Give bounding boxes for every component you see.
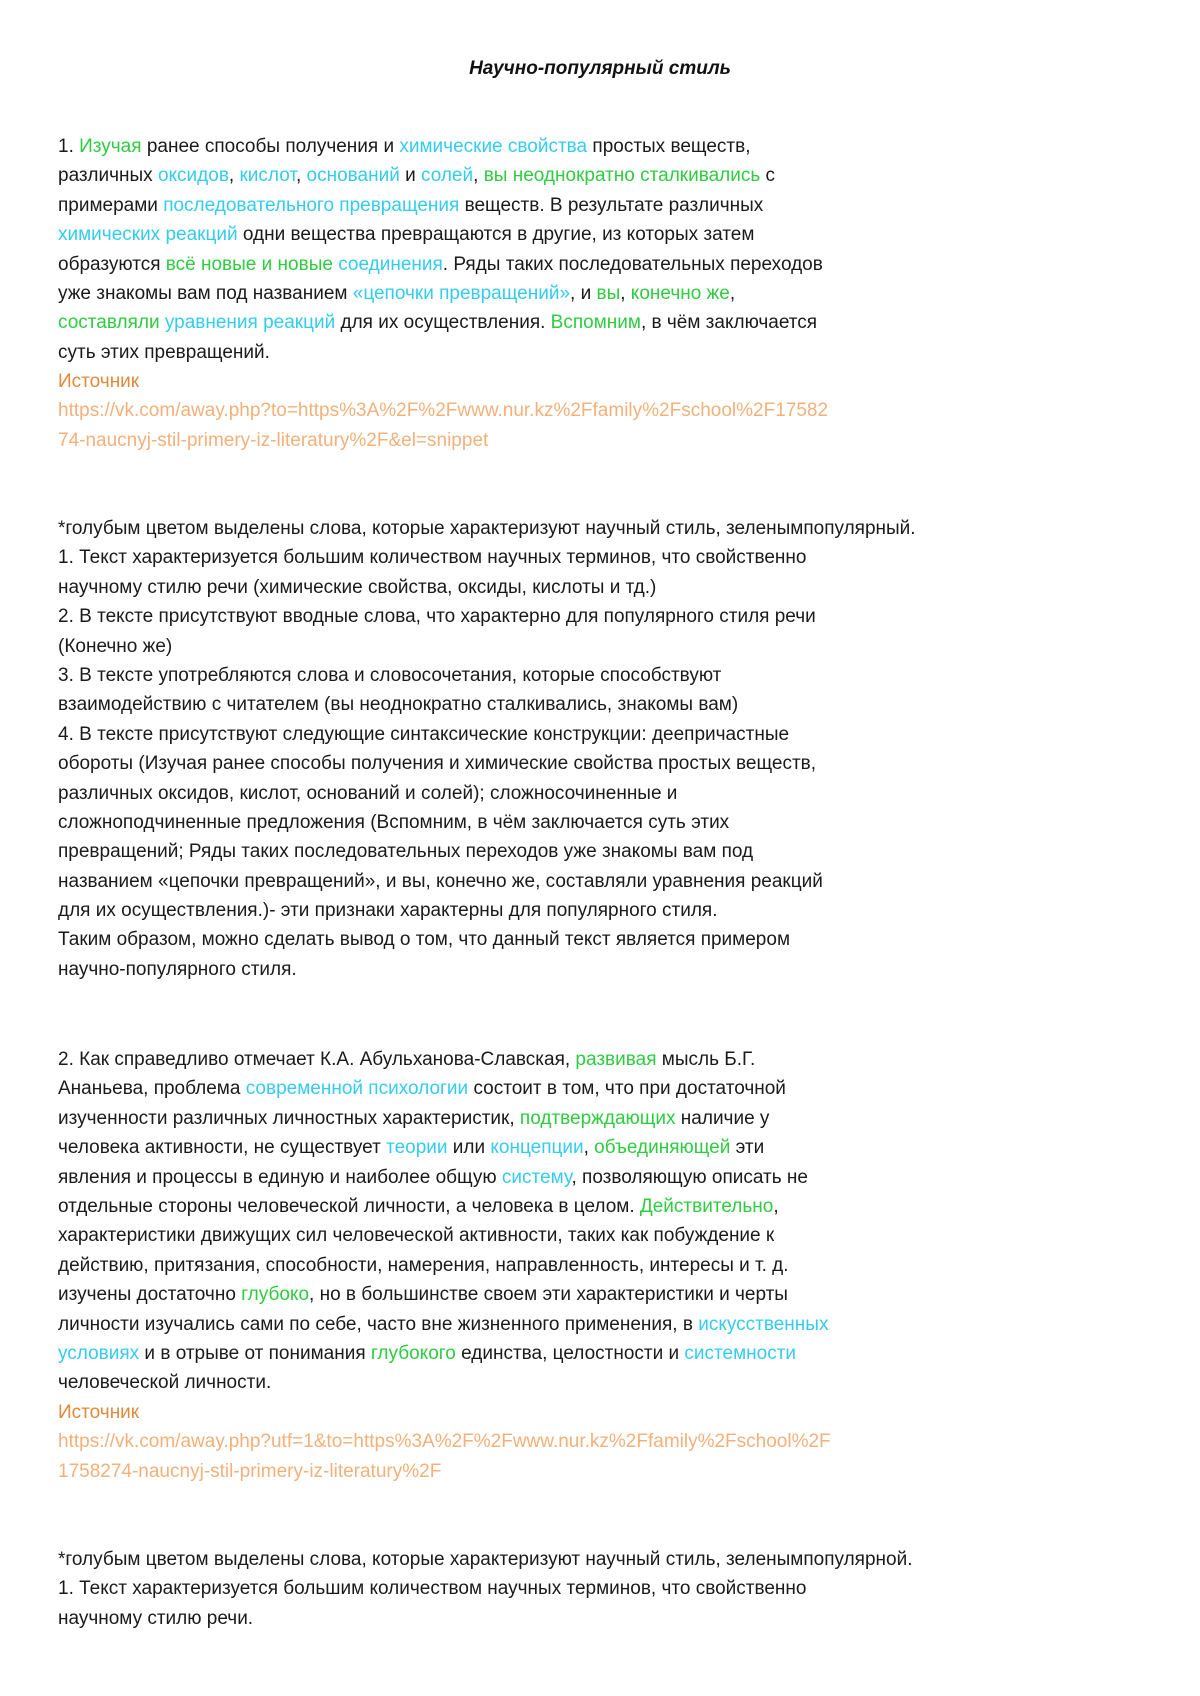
text-run: с (760, 165, 776, 187)
analysis-line: 3. В тексте употребляются слова и словосочетания, которые способствуют (58, 664, 722, 686)
source-url-line[interactable]: 1758274-naucnyj-stil-primery-iz-literatury%2F (58, 1460, 442, 1482)
text-run: для их осуществления. (335, 312, 551, 334)
scientific-term: условиях (58, 1342, 140, 1364)
paragraph-line (58, 279, 1158, 308)
section2-source (58, 1398, 1158, 1486)
analysis-line: научному стилю речи. (58, 1607, 254, 1629)
popular-term: Изучая (79, 136, 142, 157)
section2-paragraph (58, 1045, 1158, 1398)
text-run: отдельные стороны человеческой личности, а человека в целом. (58, 1195, 640, 1217)
text-run: , (473, 165, 484, 187)
analysis-line: Таким образом, можно сделать вывод о том, что данный текст является примером (58, 929, 791, 951)
source-url-line[interactable]: 74-naucnyj-stil-primery-iz-literatury%2F&el=snippet (58, 429, 489, 451)
text-run: , (773, 1195, 779, 1217)
source-url-line[interactable]: https://vk.com/away.php?to=https%3A%2F%2Fwww.nur.kz%2Ffamily%2Fschool%2F17582 (58, 400, 829, 422)
paragraph-line (58, 1339, 1158, 1368)
text-run: , (228, 165, 240, 187)
text-run: , (295, 165, 307, 187)
scientific-term: кислот (239, 165, 296, 187)
text-run: или (447, 1137, 491, 1159)
text-run: наличие у (675, 1107, 770, 1129)
popular-term: всё новые и новые (165, 253, 333, 275)
paragraph-line (58, 250, 1158, 279)
text-run: личности изучались сами по себе, часто вне жизненного применения, в (58, 1313, 699, 1335)
section1-analysis (58, 514, 1158, 984)
text-run: . Ряды таких последовательных переходов (442, 253, 823, 275)
scientific-term: оснований (306, 165, 400, 187)
text-run: простых веществ, (587, 136, 751, 157)
text-run: эти (730, 1137, 765, 1159)
analysis-line: 4. В тексте присутствуют следующие синтаксические конструкции: деепричастные (58, 723, 790, 745)
scientific-term: соединения (338, 253, 443, 275)
scientific-term: химических реакций (58, 224, 238, 246)
scientific-term: концепции (490, 1137, 584, 1159)
text-run: веществ. В результате различных (459, 194, 764, 216)
paragraph-line (58, 1251, 1158, 1280)
section1-paragraph (58, 132, 1158, 367)
paragraph-line (58, 1192, 1158, 1221)
text-run: ранее способы получения и (141, 136, 400, 157)
popular-term: глубоко (241, 1284, 310, 1306)
text-run: уже знакомы вам под названием (58, 282, 353, 304)
paragraph-line (58, 191, 1158, 220)
paragraph-line (58, 1163, 1158, 1192)
paragraph-line (58, 1074, 1158, 1103)
text-run: изученности различных личностных характеристик, (58, 1107, 520, 1129)
text-run: состоит в том, что при достаточной (468, 1078, 786, 1100)
paragraph-line (58, 338, 1158, 367)
scientific-term: оксидов (157, 165, 229, 187)
scientific-term: уравнения реакций (164, 312, 336, 334)
paragraph-line (58, 132, 1158, 161)
document-title: Научно-популярный стиль (469, 58, 731, 79)
text-run: , позволяющую описать не (571, 1166, 808, 1188)
text-run: изучены достаточно (58, 1284, 242, 1306)
analysis-line: *голубым цветом выделены слова, которые характеризуют научный стиль, зеленымпопулярный. (58, 518, 916, 539)
popular-term: подтверждающих (519, 1107, 676, 1129)
analysis-line: для их осуществления.)- эти признаки характерны для популярного стиля. (58, 900, 718, 922)
text-run: Ананьева, проблема (58, 1078, 246, 1100)
scientific-term: систему (501, 1166, 572, 1188)
popular-term: объединяющей (594, 1137, 731, 1159)
scientific-term: искусственных (698, 1313, 829, 1335)
text-run: и в отрыве от понимания (139, 1342, 371, 1364)
text-run: , (729, 282, 736, 304)
scientific-term: теории (386, 1137, 448, 1159)
section2-analysis (58, 1545, 1158, 1633)
paragraph-line (58, 1310, 1158, 1339)
analysis-line: превращений; Ряды таких последовательных переходов уже знакомы вам под (58, 841, 754, 863)
text-run: образуются (58, 253, 166, 275)
scientific-term: последовательного превращения (163, 194, 460, 216)
text-run: , в чём заключается (640, 312, 818, 334)
analysis-line: названием «цепочки превращений», и вы, конечно же, составляли уравнения реакций (58, 870, 823, 892)
popular-term: составляли (58, 312, 160, 334)
text-run: и (399, 165, 421, 187)
paragraph-line (58, 1368, 1158, 1397)
text-run: характеристики движущих сил человеческой активности, таких как побуждение к (58, 1225, 775, 1247)
text-run: 1. (58, 136, 80, 157)
text-run: примерами (58, 194, 164, 216)
text-run: мысль Б.Г. (656, 1049, 756, 1070)
text-run: суть этих превращений. (58, 341, 270, 363)
text-run: явления и процессы в единую и наиболее общую (58, 1166, 502, 1188)
analysis-line: 1. Текст характеризуется большим количеством научных терминов, что свойственно (58, 547, 807, 569)
scientific-term: современной психологии (245, 1078, 469, 1100)
scientific-term: «цепочки превращений» (352, 282, 571, 304)
popular-term: конечно же (630, 282, 730, 304)
scientific-term: солей (420, 165, 474, 187)
analysis-line: (Конечно же) (58, 635, 173, 657)
source-url-line[interactable]: https://vk.com/away.php?utf=1&to=https%3A%2F%2Fwww.nur.kz%2Ffamily%2Fschool%2F (58, 1431, 831, 1453)
paragraph-line (58, 1104, 1158, 1133)
popular-term: вы (596, 282, 621, 304)
paragraph-line (58, 220, 1158, 249)
popular-term: Действительно (639, 1195, 774, 1217)
text-run: единства, целостности и (455, 1342, 685, 1364)
section1-source (58, 367, 1158, 455)
scientific-term: химические свойства (399, 136, 588, 157)
paragraph-line (58, 1221, 1158, 1250)
analysis-line: обороты (Изучая ранее способы получения и химические свойства простых веществ, (58, 753, 817, 775)
analysis-line: 2. В тексте присутствуют вводные слова, что характерно для популярного стиля речи (58, 606, 816, 628)
analysis-line: научно-популярного стиля. (58, 958, 297, 980)
popular-term: глубокого (370, 1342, 456, 1364)
paragraph-line (58, 1280, 1158, 1309)
source-label: Источник (58, 1402, 140, 1423)
analysis-line: сложноподчиненные предложения (Вспомним, в чём заключается суть этих (58, 811, 730, 833)
text-run: различных (58, 165, 158, 187)
text-run: , и (570, 282, 597, 304)
paragraph-line (58, 308, 1158, 337)
scientific-term: системности (684, 1342, 797, 1364)
paragraph-line (58, 161, 1158, 190)
popular-term: развивая (575, 1049, 657, 1070)
text-run: , но в большинстве своем эти характеристики и черты (309, 1284, 788, 1306)
source-label: Источник (58, 371, 140, 392)
analysis-line: 1. Текст характеризуется большим количеством научных терминов, что свойственно (58, 1578, 807, 1600)
analysis-line: *голубым цветом выделены слова, которые характеризуют научный стиль, зеленымпопулярной. (58, 1549, 913, 1570)
popular-term: вы неоднократно сталкивались (483, 165, 761, 187)
text-run: человеческой личности. (58, 1372, 272, 1394)
text-run: одни вещества превращаются в другие, из которых затем (237, 224, 755, 246)
popular-term: Вспомним (550, 312, 641, 334)
analysis-line: научному стилю речи (химические свойства, оксиды, кислоты и тд.) (58, 576, 657, 598)
text-run: 2. Как справедливо отмечает К.А. Абульханова-Славская, (58, 1049, 576, 1070)
text-run: человека активности, не существует (58, 1137, 387, 1159)
text-run: , (583, 1137, 595, 1159)
text-run: , (620, 282, 631, 304)
analysis-line: взаимодействию с читателем (вы неоднократно сталкивались, знакомы вам) (58, 694, 739, 716)
text-run: действию, притязания, способности, намерения, направленность, интересы и т. д. (58, 1254, 789, 1276)
paragraph-line (58, 1133, 1158, 1162)
analysis-line: различных оксидов, кислот, оснований и солей); сложносочиненные и (58, 782, 678, 804)
paragraph-line (58, 1045, 1158, 1074)
